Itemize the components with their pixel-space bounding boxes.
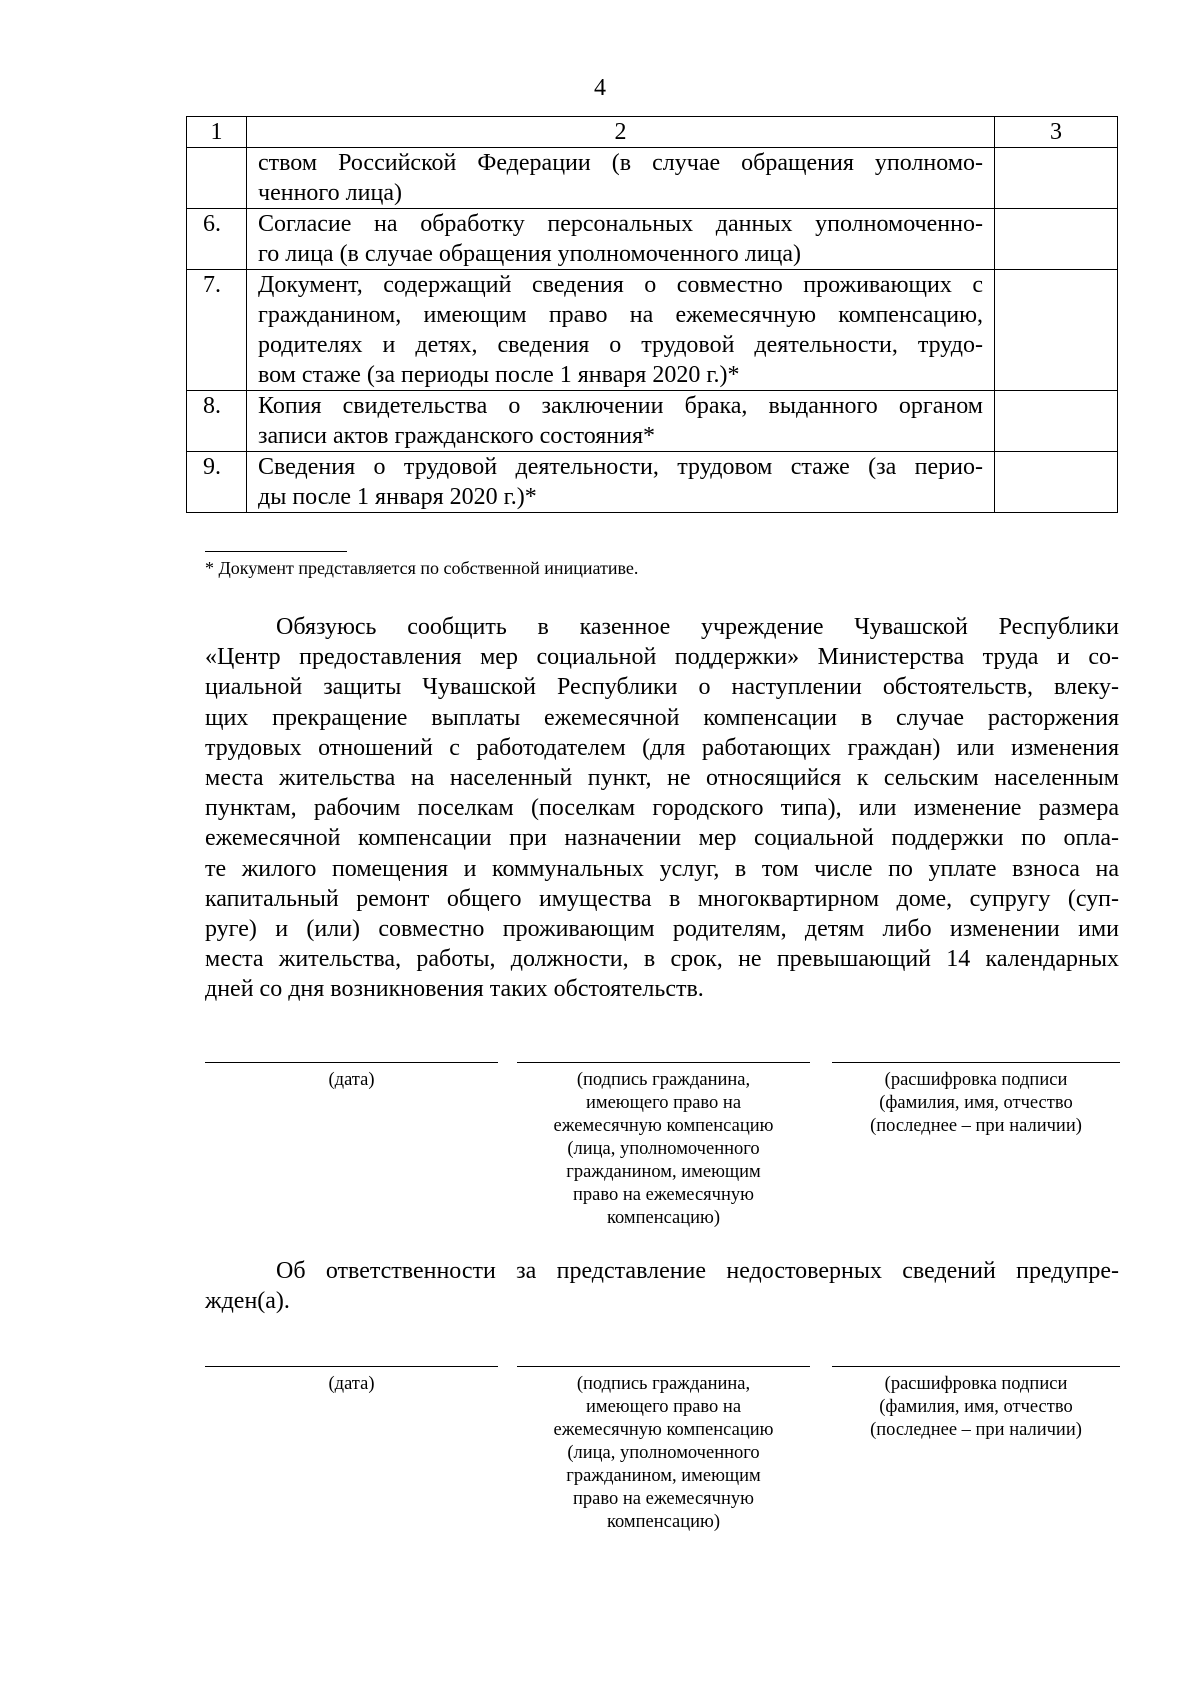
paragraph-line: «Центр предоставления мер социальной поддержки» Министерства труда и со- <box>205 644 1119 671</box>
row-line: Сведения о трудовой деятельности, трудовом стаже (за перио- <box>258 454 983 480</box>
obligation-paragraph <box>205 612 1119 1005</box>
warning-paragraph <box>205 1256 1119 1316</box>
signature-label-line: (лица, уполномоченного <box>567 1443 760 1463</box>
row-number: 6. <box>187 209 247 270</box>
signature-block-1 <box>205 1062 1120 1242</box>
decode-label-line: (фамилия, имя, отчество <box>879 1093 1073 1113</box>
signature-field <box>517 1366 810 1534</box>
row-line: Документ, содержащий сведения о совместно проживающих с <box>258 272 983 298</box>
row-line: вом стаже (за периоды после 1 января 2020 г.)* <box>258 362 740 388</box>
signature-label-line: право на ежемесячную <box>573 1489 754 1509</box>
column-header-3: 3 <box>995 117 1118 148</box>
column-header-1: 1 <box>187 117 247 148</box>
signature-label-line: компенсацию) <box>606 1512 721 1532</box>
page-number: 4 <box>594 75 606 101</box>
row-line: ды после 1 января 2020 г.)* <box>258 484 537 510</box>
signature-block-2 <box>205 1366 1120 1546</box>
table-row <box>187 452 1118 513</box>
documents-table <box>186 116 1118 513</box>
signature-label-line: (подпись гражданина, <box>576 1070 751 1090</box>
row-description <box>247 209 995 270</box>
row-value <box>995 148 1118 209</box>
signature-label-line: право на ежемесячную <box>573 1185 754 1205</box>
paragraph-line: пунктам, рабочим поселкам (поселкам городского типа), или изменение размера <box>205 795 1119 822</box>
date-label: (дата) <box>328 1374 375 1394</box>
row-value <box>995 452 1118 513</box>
row-line: ством Российской Федерации (в случае обращения уполномо- <box>258 150 983 176</box>
date-label: (дата) <box>328 1070 375 1090</box>
signature-label-line: гражданином, имеющим <box>566 1466 761 1486</box>
decode-label-line: (фамилия, имя, отчество <box>879 1397 1073 1417</box>
row-value <box>995 270 1118 391</box>
row-line: Копия свидетельства о заключении брака, выданного органом <box>258 393 983 419</box>
paragraph-line: те жилого помещения и коммунальных услуг, в том числе по уплате взноса на <box>205 855 1119 882</box>
row-line: го лица (в случае обращения уполномоченного лица) <box>258 241 802 267</box>
paragraph-line: Обязуюсь сообщить в казенное учреждение Чувашской Республики <box>276 614 1119 640</box>
decode-label-line: (расшифровка подписи <box>884 1374 1068 1394</box>
signature-label-line: ежемесячную компенсацию <box>553 1420 774 1440</box>
row-description <box>247 391 995 452</box>
paragraph-line: капитальный ремонт общего имущества в многоквартирном доме, супругу (суп- <box>205 885 1119 912</box>
signature-label-line: гражданином, имеющим <box>566 1162 761 1182</box>
row-value <box>995 391 1118 452</box>
row-line: ченного лица) <box>258 180 402 206</box>
paragraph-line: циальной защиты Чувашской Республики о наступлении обстоятельств, влеку- <box>205 674 1119 701</box>
row-description <box>247 452 995 513</box>
paragraph-line: щих прекращение выплаты ежемесячной компенсации в случае расторжения <box>205 704 1119 731</box>
table-row <box>187 209 1118 270</box>
footnote: * Документ представляется по собственной инициативе. <box>205 558 639 578</box>
signature-label-line: (подпись гражданина, <box>576 1374 751 1394</box>
footnote-divider <box>205 551 347 552</box>
row-description <box>247 148 995 209</box>
paragraph-line: Об ответственности за представление недостоверных сведений предупре- <box>276 1258 1119 1284</box>
decode-label-line: (расшифровка подписи <box>884 1070 1068 1090</box>
row-number: 8. <box>187 391 247 452</box>
row-value <box>995 209 1118 270</box>
row-number: 9. <box>187 452 247 513</box>
row-line: родителях и детях, сведения о трудовой деятельности, трудо- <box>258 332 983 358</box>
date-field <box>205 1366 498 1396</box>
table-row <box>187 148 1118 209</box>
paragraph-line: дней со дня возникновения таких обстоятельств. <box>205 976 704 1003</box>
paragraph-line: руге) и (или) совместно проживающим родителям, детям либо изменении ими <box>205 916 1119 943</box>
row-line: записи актов гражданского состояния* <box>258 423 656 449</box>
table-row <box>187 391 1118 452</box>
signature-decode-field <box>832 1366 1120 1442</box>
table-header-row <box>187 117 1118 148</box>
signature-label-line: ежемесячную компенсацию <box>553 1116 774 1136</box>
decode-label-line: (последнее – при наличии) <box>870 1420 1082 1440</box>
paragraph-line: жден(а). <box>205 1288 290 1315</box>
row-description <box>247 270 995 391</box>
paragraph-line: места жительства, работы, должности, в срок, не превышающий 14 календарных <box>205 946 1119 973</box>
signature-label-line: компенсацию) <box>606 1208 721 1228</box>
signature-decode-field <box>832 1062 1120 1138</box>
signature-label-line: (лица, уполномоченного <box>567 1139 760 1159</box>
row-number: 7. <box>187 270 247 391</box>
column-header-2: 2 <box>247 117 995 148</box>
paragraph-line: места жительства на населенный пункт, не относящийся к сельским населенным <box>205 765 1119 792</box>
row-line: Согласие на обработку персональных данных уполномоченно- <box>258 211 983 237</box>
signature-label-line: имеющего право на <box>585 1397 742 1417</box>
date-field <box>205 1062 498 1092</box>
paragraph-line: ежемесячной компенсации при назначении мер социальной поддержки по опла- <box>205 825 1119 852</box>
table-row <box>187 270 1118 391</box>
decode-label-line: (последнее – при наличии) <box>870 1116 1082 1136</box>
signature-field <box>517 1062 810 1230</box>
row-line: гражданином, имеющим право на ежемесячную компенсацию, <box>258 302 983 328</box>
row-number <box>187 148 247 209</box>
paragraph-line: трудовых отношений с работодателем (для работающих граждан) или изменения <box>205 734 1119 761</box>
signature-label-line: имеющего право на <box>585 1093 742 1113</box>
